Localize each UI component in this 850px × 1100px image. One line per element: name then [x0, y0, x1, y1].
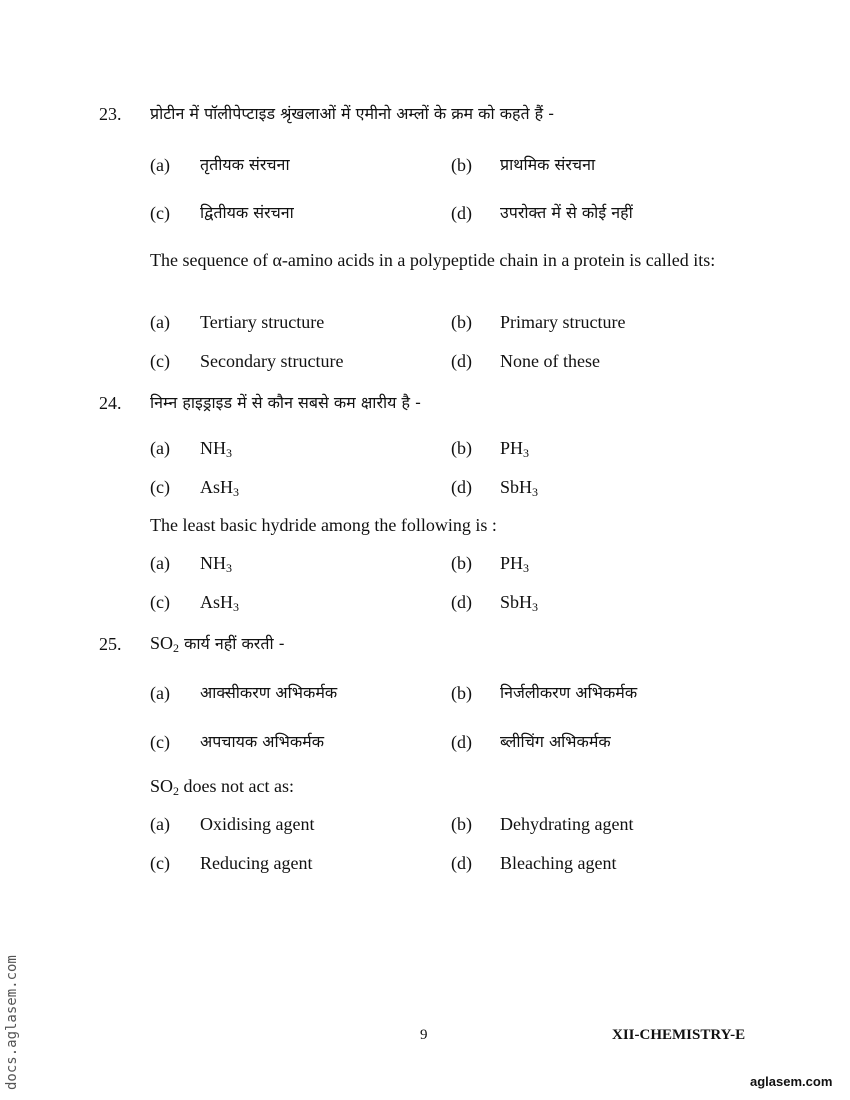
q24-hindi-option-a: $NH_3$: [200, 438, 232, 460]
q25-hindi-option-a-label: (a): [150, 683, 170, 703]
q25-english-option-c: Reducing agent: [200, 853, 313, 873]
q24-hindi-option-d: SbH$_3$: [500, 477, 539, 499]
question-24-number: 24.: [99, 393, 122, 413]
q24-english-option-b-label: (b): [451, 553, 472, 573]
q23-english-option-b-label: (b): [451, 312, 472, 332]
q24-english-option-d: SbH$_3$: [500, 592, 539, 614]
q25-english-option-b-label: (b): [451, 814, 472, 834]
question-23-number: 23.: [99, 104, 122, 124]
q24-hindi-option-c: AsH$_3$: [200, 477, 240, 499]
q25-english-option-d: Bleaching agent: [500, 853, 617, 873]
q25-hindi-option-c-label: (c): [150, 732, 170, 752]
q23-hindi-option-c-label: (c): [150, 203, 170, 223]
q23-english-option-a: Tertiary structure: [200, 312, 325, 332]
q23-hindi-option-d-label: (d): [451, 203, 472, 223]
question-24-english-text: The least basic hydride among the following is :: [150, 515, 497, 535]
q24-english-option-a: $NH_3$: [200, 553, 232, 575]
q25-english-option-c-label: (c): [150, 853, 170, 873]
question-24-hindi-text: निम्न हाइड्राइड में से कौन सबसे कम क्षारीय है -: [150, 393, 421, 412]
q24-hindi-option-b-label: (b): [451, 438, 472, 458]
question-23-hindi-text: प्रोटीन में पॉलीपेप्टाइड श्रृंखलाओं में एमीनो अम्लों के क्रम को कहते हैं -: [150, 104, 555, 123]
q23-english-option-c: Secondary structure: [200, 351, 344, 371]
q25-hindi-option-d: ब्लीचिंग अभिकर्मक: [500, 732, 611, 751]
q23-english-option-d: None of these: [500, 351, 600, 371]
q25-hindi-option-d-label: (d): [451, 732, 472, 752]
q23-hindi-option-b-label: (b): [451, 155, 472, 175]
watermark: docs.aglasem.com: [4, 955, 20, 1090]
q24-english-option-c: AsH$_3$: [200, 592, 240, 614]
q25-english-option-b: Dehydrating agent: [500, 814, 634, 834]
q23-english-option-a-label: (a): [150, 312, 170, 332]
question-23-english-text: The sequence of α-amino acids in a polypeptide chain in a protein is called its:: [150, 250, 716, 270]
q23-hindi-option-a: तृतीयक संरचना: [200, 155, 290, 174]
alpha-symbol: α: [272, 250, 282, 270]
q24-hindi-option-b: $PH_3$: [500, 438, 530, 460]
question-25-english-text: $SO_2$ does not act as:: [150, 776, 294, 798]
q24-english-option-c-label: (c): [150, 592, 170, 612]
q23-hindi-option-d: उपरोक्त में से कोई नहीं: [500, 203, 633, 222]
q23-hindi-option-b: प्राथमिक संरचना: [500, 155, 596, 174]
q23-hindi-option-c: द्वितीयक संरचना: [200, 203, 294, 222]
q25-english-option-d-label: (d): [451, 853, 472, 873]
q23-hindi-option-a-label: (a): [150, 155, 170, 175]
q24-english-option-b: $PH_3$: [500, 553, 530, 575]
q23-english-option-c-label: (c): [150, 351, 170, 371]
q24-english-option-a-label: (a): [150, 553, 170, 573]
q24-english-option-d-label: (d): [451, 592, 472, 612]
q25-english-option-a: Oxidising agent: [200, 814, 315, 834]
q23-english-option-d-label: (d): [451, 351, 472, 371]
q25-hindi-option-b: निर्जलीकरण अभिकर्मक: [500, 683, 638, 702]
q24-hindi-option-a-label: (a): [150, 438, 170, 458]
q25-hindi-option-c: अपचायक अभिकर्मक: [200, 732, 325, 751]
q24-hindi-option-c-label: (c): [150, 477, 170, 497]
q24-hindi-option-d-label: (d): [451, 477, 472, 497]
q25-hindi-option-b-label: (b): [451, 683, 472, 703]
q25-hindi-option-a: आक्सीकरण अभिकर्मक: [200, 683, 338, 702]
q25-english-option-a-label: (a): [150, 814, 170, 834]
q23-english-option-b: Primary structure: [500, 312, 626, 332]
page-number: 9: [420, 1027, 428, 1043]
paper-code: XII-CHEMISTRY-E: [612, 1027, 746, 1043]
question-25-number: 25.: [99, 634, 122, 654]
question-25-hindi-text: $SO_2$ कार्य नहीं करती -: [150, 633, 285, 655]
brand-mark: aglasem.com: [750, 1074, 833, 1089]
